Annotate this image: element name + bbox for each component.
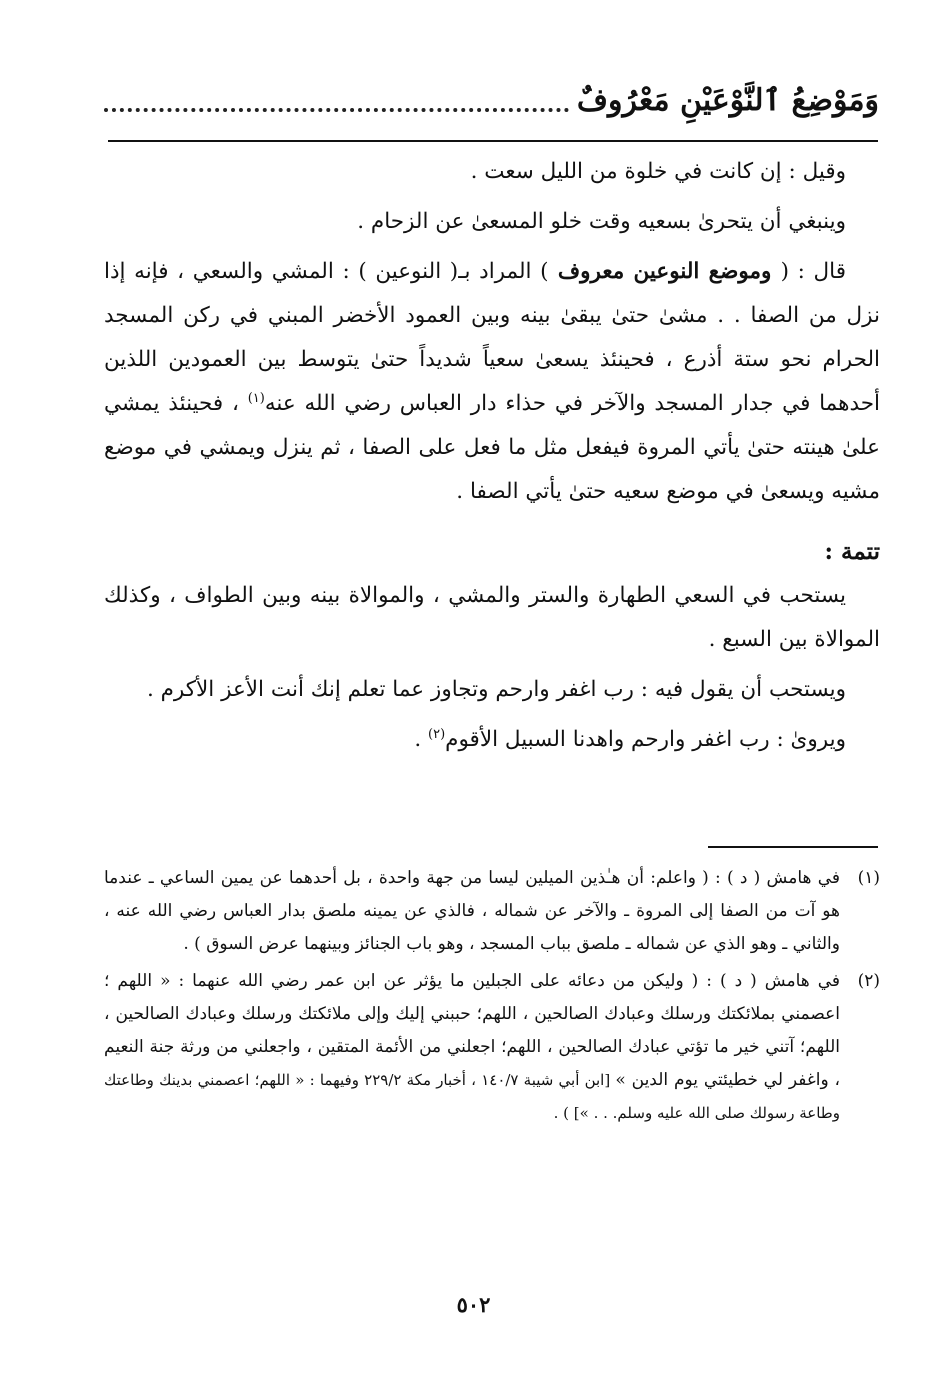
paragraph-6 — [104, 718, 880, 762]
footnote-text-main: في هامش ( د ) : ( وليكن من دعائه على الجبلين ما يؤثر عن ابن عمر رضي الله عنهما : « اللهم ؛ اعصمني بملائكتك ورسلك وعبادك الصالحين ، اللهم؛ حببني إليك وإلى ملائكتك ورسلك وعبادك الصالحين ، اللهم؛ آتني خير ما تؤتي عبادك الصالحين ، اللهم؛ اجعلني من الأئمة المتقين ، واجعلني من ورثة جنة النعيم ، واغفر لي خطيئتي يوم الدين » — [104, 971, 840, 1090]
paragraph-3-middle: ) المراد بـ( النوعين ) : المشي والسعي ، فإنه إذا نزل من الصفا . . مشىٰ حتىٰ يبقىٰ بينه وبين العمود الأخضر المبني في ركن المسجد الحرام نحو ستة أذرع ، فحينئذ يسعىٰ سعياً شديداً حتىٰ يتوسط بين العمودين اللذين أحدهما في جدار المسجد والآخر في حذاء دار العباس رضي الله عنه — [104, 259, 880, 416]
footnote-text — [104, 965, 840, 1130]
paragraph-3-end: ، فحينئذ يمشي علىٰ هينته حتىٰ يأتي المروة فيفعل مثل ما فعل على الصفا ، ثم ينزل ويمشي في موضع مشيه ويسعىٰ في موضع سعيه حتىٰ يأتي الصفا . — [104, 391, 880, 504]
section-spacer — [104, 514, 880, 530]
footnote-2 — [104, 965, 880, 1130]
paragraph-3-start: قال : ( — [780, 259, 847, 284]
paragraph-1: وقيل : إن كانت في خلوة من الليل سعت . — [470, 159, 846, 184]
paragraph-3 — [104, 250, 880, 514]
footnote-number: (٢) — [857, 971, 880, 991]
section-heading: تتمة : — [824, 538, 880, 565]
footnote-number: (١) — [857, 868, 880, 888]
running-head — [104, 72, 879, 118]
footnote-ref-2[interactable]: (٢) — [428, 726, 446, 742]
footnotes — [104, 862, 880, 1134]
footnote-rule — [708, 846, 878, 848]
paragraph-5: ويستحب أن يقول فيه : رب اغفر وارحم وتجاوز عما تعلم إنك أنت الأعز الأكرم . — [146, 677, 846, 702]
header-rule — [108, 140, 878, 142]
footnote-ref-1[interactable]: (١) — [247, 390, 265, 406]
running-head-title: وَمَوْضِعُ ٱلنَّوْعَيْنِ مَعْرُوفٌ — [576, 83, 879, 118]
footnote-1 — [104, 862, 880, 961]
footnote-text: في هامش ( د ) : ( واعلم: أن هـٰذين الميلين ليسا من جهة واحدة ، بل أحدهما عن يمين الساعي ـ عندما هو آت من الصفا إلى المروة ـ والآخر عن شماله ، فالذي عن يمينه ملصق بدار العباس رضي الله عنه ، والثاني ـ وهو الذي عن شماله ـ ملصق بباب المسجد ، وهو باب الجنائز وبينهما عرض السوق ) . — [104, 868, 840, 954]
matn-quote: وموضع النوعين معروف — [548, 259, 781, 284]
paragraph-2: وينبغي أن يتحرىٰ بسعيه وقت خلو المسعىٰ عن الزحام . — [357, 209, 846, 234]
paragraph-6-text: ويروىٰ : رب اغفر وارحم واهدنا السبيل الأقوم — [445, 727, 846, 752]
footnote-citation: [ابن أبي شيبة ١٤٠/٧ ، أخبار مكة ٢٢٩/٢ وفيهما : « اللهم؛ اعصمني بدينك وطاعتك وطاعة رسولك صلى الله عليه وسلم. . . »] ) . — [104, 1071, 840, 1122]
page-number: ٥٠٢ — [456, 1292, 491, 1317]
running-head-leader-dots — [104, 108, 569, 112]
paragraph-6-end: . — [414, 727, 428, 752]
paragraph-4: يستحب في السعي الطهارة والستر والمشي ، والموالاة بينه وبين الطواف ، وكذلك الموالاة بين السبع . — [104, 583, 880, 652]
main-text — [104, 150, 880, 762]
